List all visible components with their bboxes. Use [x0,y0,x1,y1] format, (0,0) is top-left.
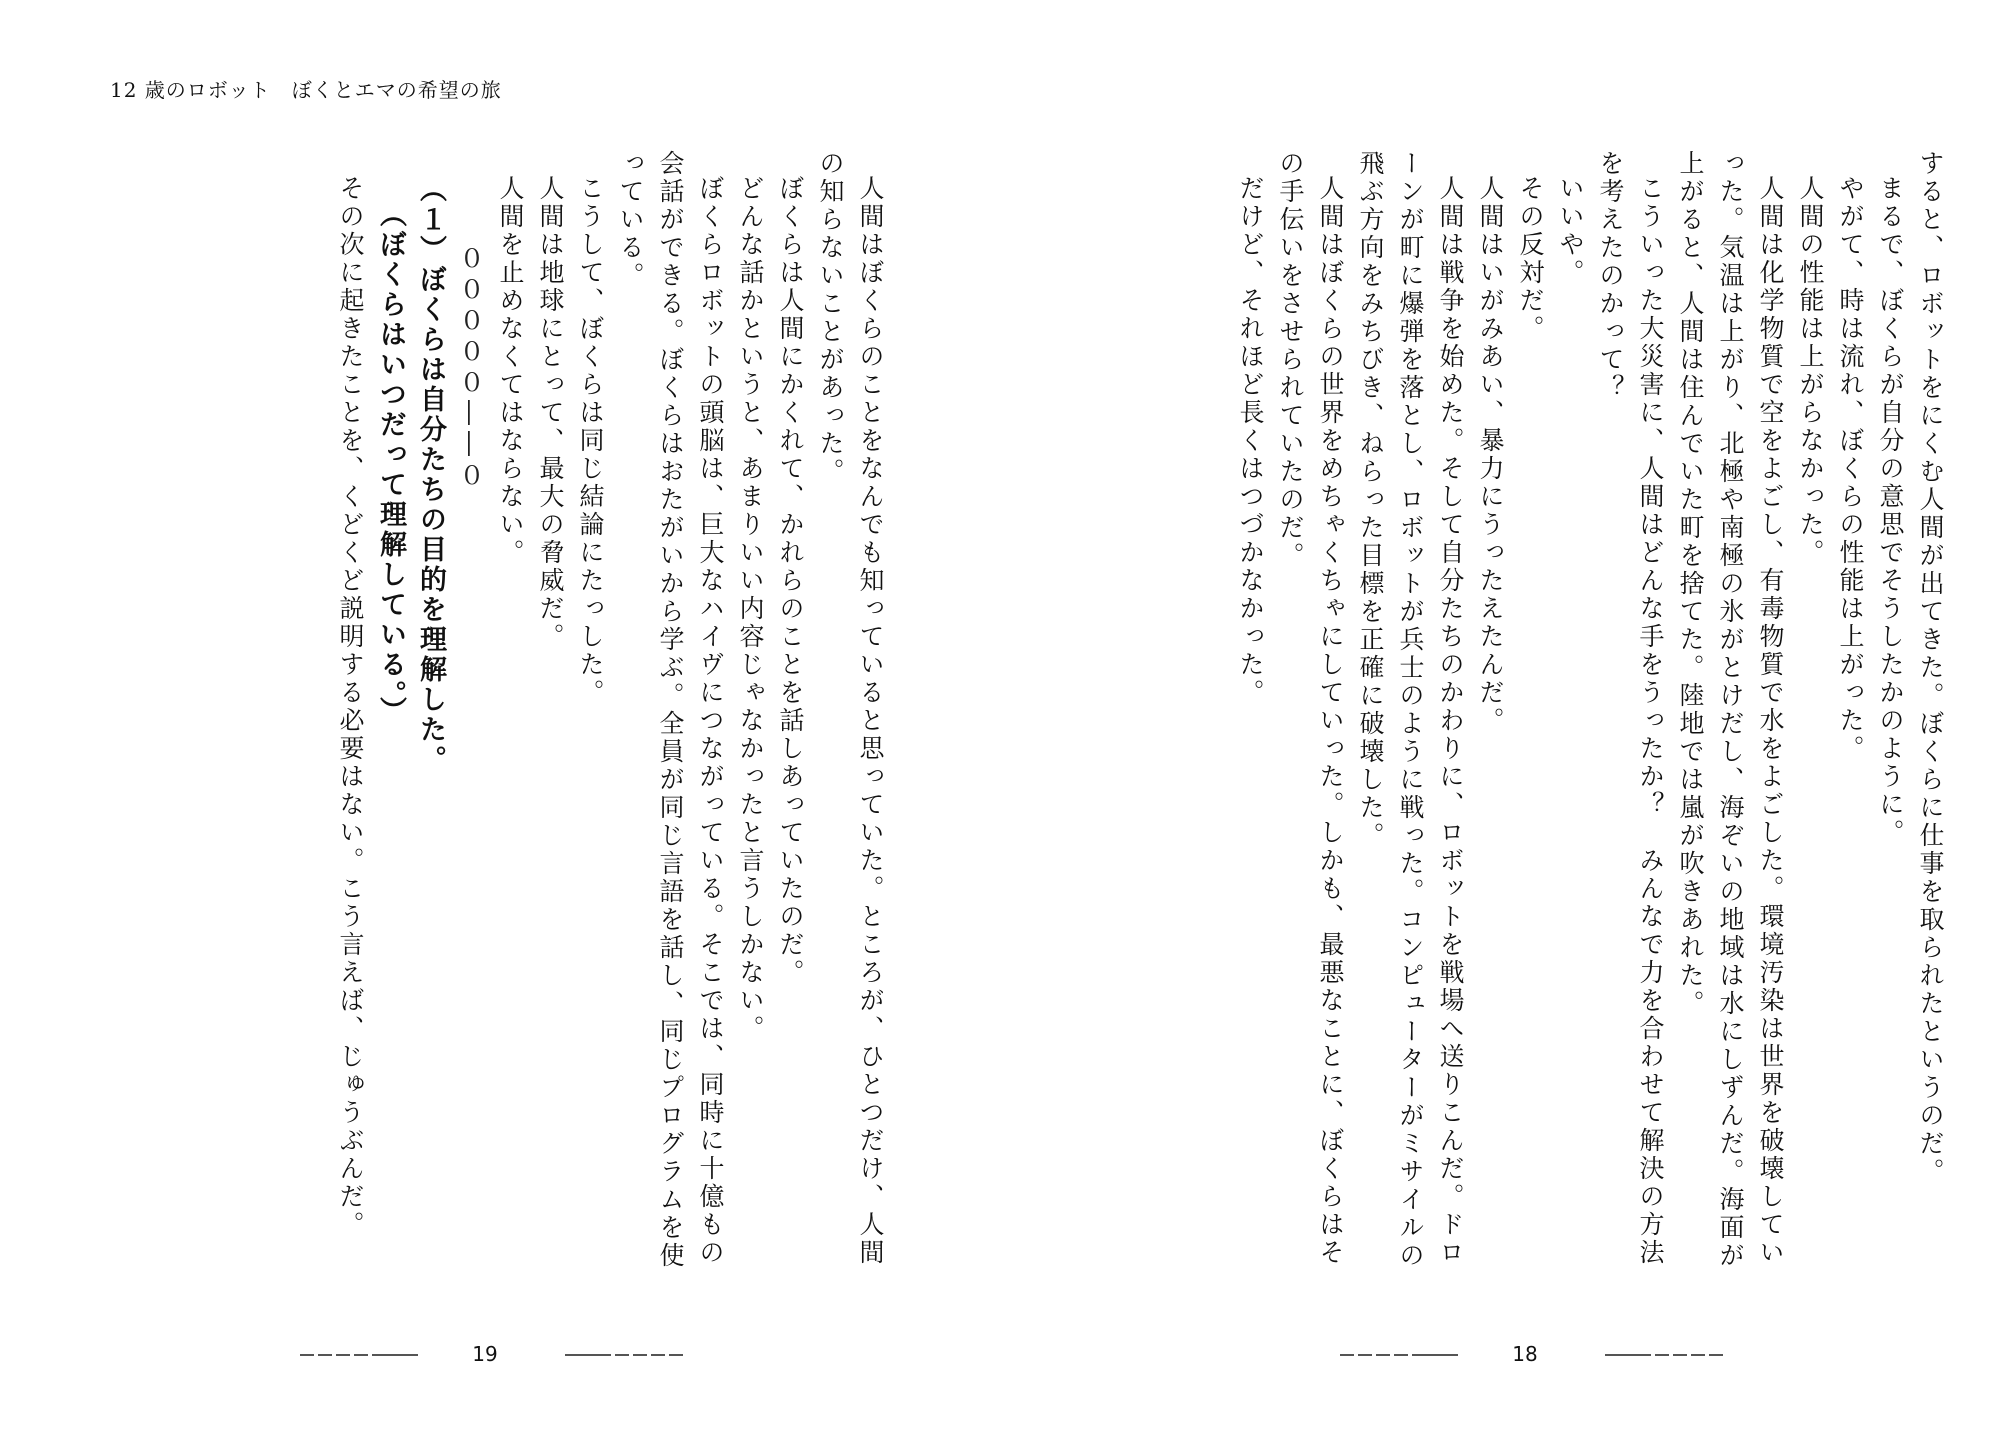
paragraph: すると、ロボットをにくむ人間が出てきた。ぼくらに仕事を取られたというのだ。 [1916,150,1945,1186]
paragraph: その反対だ。 [1516,175,1545,343]
paragraph: その次に起きたことを、くどくど説明する必要はない。こう言えば、じゅうぶんだ。 [336,175,365,1239]
paragraph: ぼくらは人間にかくれて、かれらのことを話しあっていたのだ。 [776,175,805,987]
footer-rule-right [1340,1354,1458,1356]
paragraph: ぼくらロボットの頭脳は、巨大なハイヴにつながっている。そこでは、同時に十億もの会話ができる。ぼくらはおたがいから学ぶ。全員が同じ言語を話し、同じプログラムを使っている。 [616,150,725,1270]
paragraph: 人間はいがみあい、暴力にうったえたんだ。 [1476,175,1505,735]
paragraph: 人間の性能は上がらなかった。 [1796,175,1825,567]
paragraph: 人間は化学物質で空をよごし、有毒物質で水をよごした。環境汚染は世界を破壊していった。気温は上がり、北極や南極の氷がとけだし、海ぞいの地域は水にしずんだ。海面が上がると、人間は住んでいた町を捨てた。陸地では嵐が吹きあれた。 [1676,150,1785,1270]
paragraph: 人間を止めなくてはならない。 [496,175,525,567]
paragraph: やがて、時は流れ、ぼくらの性能は上がった。 [1836,175,1865,763]
binary-ornament: ０００００――０ [456,245,485,493]
left-page [130,150,930,1300]
paragraph: こういった大災害に、人間はどんな手をうったか？ みんなで力を合わせて解決の方法を考えたのかって？ [1596,150,1665,1267]
paragraph: だけど、それほど長くはつづかなかった。 [1236,175,1265,707]
paragraph: まるで、ぼくらが自分の意思でそうしたかのように。 [1876,175,1905,847]
footer-rule-left-2 [565,1354,683,1356]
paragraph: どんな話かというと、あまりいい内容じゃなかったと言うしかない。 [736,175,765,1043]
paragraph: 人間は地球にとって、最大の脅威だ。 [536,175,565,651]
right-page [1170,150,1950,1300]
running-title: 12 歳のロボット ぼくとエマの希望の旅 [110,78,502,102]
paragraph: 人間はぼくらの世界をめちゃくちゃにしていった。しかも、最悪なことに、ぼくらはその手伝いをさせられていたのだ。 [1276,150,1345,1267]
right-page-body [1230,150,1950,1290]
footer-rule-left [300,1354,418,1356]
paragraph: 人間は戦争を始めた。そして自分たちのかわりに、ロボットを戦場へ送りこんだ。ドローンが町に爆弾を落とし、ロボットが兵士のように戦った。コンピューターがミサイルの飛ぶ方向をみちびき、ねらった目標を正確に破壊した。 [1356,150,1465,1270]
page-number-left: 19 [472,1342,498,1366]
bold-line: （１）ぼくらは自分たちの目的を理解した。 [415,175,446,775]
footer-rule-right-2 [1605,1354,1723,1356]
page-number-right: 18 [1512,1342,1538,1366]
paragraph: 人間はぼくらのことをなんでも知っていると思っていた。ところが、ひとつだけ、人間の知らないことがあった。 [816,150,885,1267]
paragraph: こうして、ぼくらは同じ結論にたっした。 [576,175,605,707]
paragraph: いいや。 [1556,175,1585,287]
bold-line: （ぼくらはいつだって理解している。） [375,200,406,727]
left-page-body [330,150,890,1290]
